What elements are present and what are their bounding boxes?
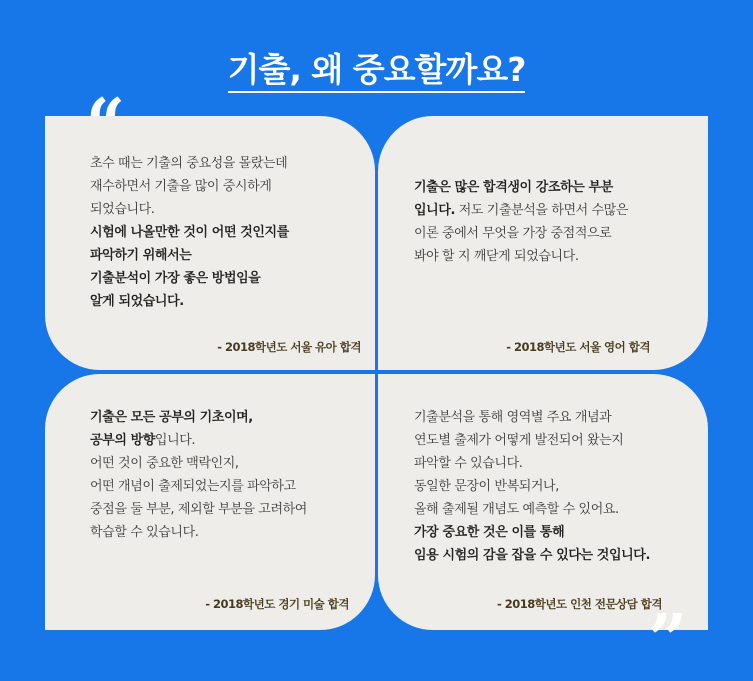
- testimonial-line: 중점을 둘 부분, 제외할 부분을 고려하여: [90, 502, 307, 517]
- testimonial-line-bold: 기출분석이 가장 좋은 방법임을: [90, 271, 261, 286]
- page-title-text: 기출, 왜 중요할까요?: [228, 50, 526, 93]
- testimonial-attribution-3: - 2018학년도 경기 미술 합격: [205, 597, 349, 611]
- testimonial-line: 이론 중에서 무엇을 가장 중점적으로: [414, 226, 612, 241]
- testimonial-attribution-4: - 2018학년도 인천 전문상담 합격: [497, 597, 662, 611]
- testimonial-body-2: [414, 176, 684, 268]
- testimonial-line: 기출은 모든 공부의 기초이며,: [90, 410, 253, 425]
- testimonial-card-4: [378, 374, 708, 630]
- testimonial-attribution-2: - 2018학년도 서울 영어 합격: [506, 340, 650, 354]
- testimonial-line: 기출분석을 통해 영역별 주요 개념과: [414, 410, 612, 425]
- testimonial-attribution-1: - 2018학년도 서울 유아 합격: [217, 340, 361, 354]
- testimonial-line: 공부의 방향입니다.: [90, 433, 196, 448]
- testimonial-line: 어떤 것이 중요한 맥락인지,: [90, 456, 239, 471]
- testimonial-line: 가장 중요한 것은 이를 통해: [414, 525, 565, 540]
- testimonial-line: 올해 출제될 개념도 예측할 수 있어요.: [414, 502, 619, 517]
- testimonial-line: 동일한 문장이 반복되거나,: [414, 479, 559, 494]
- testimonial-card-3: [45, 374, 375, 630]
- testimonial-line: 재수하면서 기출을 많이 중시하게: [90, 179, 272, 194]
- testimonial-line: 기출은 많은 합격생이 강조하는 부분: [414, 180, 613, 195]
- testimonial-line-bold: 파악하기 위해서는: [90, 248, 192, 263]
- testimonial-line: 되었습니다.: [90, 202, 155, 217]
- testimonial-line: 파악할 수 있습니다.: [414, 456, 523, 471]
- testimonial-line: 봐야 할 지 깨닫게 되었습니다.: [414, 249, 579, 264]
- testimonial-line: 연도별 출제가 어떻게 발전되어 왔는지: [414, 433, 624, 448]
- testimonial-line: 어떤 개념이 출제되었는지를 파악하고: [90, 479, 296, 494]
- testimonial-body-1: [90, 152, 351, 313]
- testimonial-body-4: [414, 406, 684, 567]
- open-quote-icon: “: [86, 84, 126, 164]
- testimonial-line: 입니다. 저도 기출분석을 하면서 수많은: [414, 203, 628, 218]
- close-quote-icon: ”: [648, 600, 688, 680]
- testimonial-line: 학습할 수 있습니다.: [90, 525, 199, 540]
- testimonial-line-bold: 시험에 나올만한 것이 어떤 것인지를: [90, 225, 289, 240]
- testimonial-line-bold: 알게 되었습니다.: [90, 294, 184, 309]
- testimonial-line: 초수 때는 기출의 중요성을 몰랐는데: [90, 156, 288, 171]
- testimonial-card-2: [378, 116, 708, 370]
- testimonial-body-3: [90, 406, 351, 544]
- testimonial-line: 임용 시험의 감을 잡을 수 있다는 것입니다.: [414, 548, 650, 563]
